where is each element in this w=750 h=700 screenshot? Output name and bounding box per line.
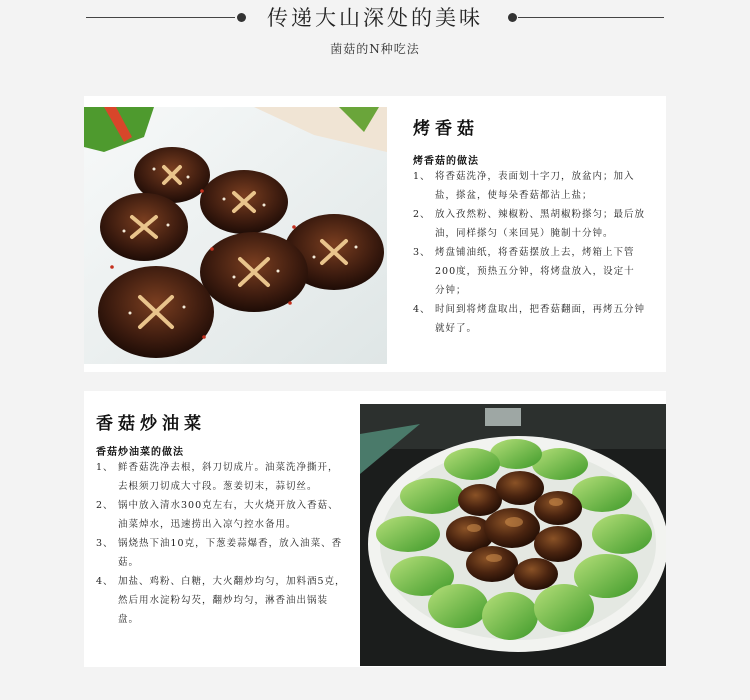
recipe-2-steps bbox=[96, 458, 348, 629]
step-number: 1、 bbox=[413, 171, 431, 182]
step-text: 放入孜然粉、辣椒粉、黑胡椒粉搽匀；最后放油，同样搽匀（来回晃）腌制十分钟。 bbox=[435, 209, 646, 239]
step-text: 锅中放入清水300克左右，大火烧开放入香菇、油菜焯水，迅速捞出入凉勺控水备用。 bbox=[118, 500, 339, 530]
mushroom-greens-photo bbox=[360, 404, 666, 666]
step-text: 烤盘铺油纸，将香菇摆放上去，烤箱上下管200度，预热五分钟，将烤盘放入，设定十分钟； bbox=[435, 247, 635, 296]
step-text: 时间到将烤盘取出，把香菇翻面，再烤五分钟就好了。 bbox=[435, 304, 646, 334]
page-title: 传递大山深处的美味 bbox=[267, 6, 483, 30]
recipe-1-steps bbox=[413, 167, 645, 338]
list-item bbox=[96, 572, 348, 629]
step-number: 3、 bbox=[413, 247, 431, 258]
list-item bbox=[413, 243, 645, 300]
recipe-2-title: 香菇炒油菜 bbox=[96, 414, 206, 434]
step-text: 加盐、鸡粉、白糖，大火翻炒均匀，加料酒5克，然后用水淀粉勾芡，翻炒均匀，淋香油出锅装盘。 bbox=[118, 576, 346, 625]
list-item bbox=[413, 300, 645, 338]
recipe-1-title: 烤香菇 bbox=[413, 119, 479, 139]
step-number: 2、 bbox=[413, 209, 431, 220]
recipe-card-mushroom-greens bbox=[84, 391, 666, 667]
list-item bbox=[96, 458, 348, 496]
step-number: 3、 bbox=[96, 538, 114, 549]
list-item bbox=[96, 534, 348, 572]
step-text: 将香菇洗净，表面划十字刀，放盆内；加入盐，搽盆，使每朵香菇都沾上盐； bbox=[435, 171, 635, 201]
step-number: 4、 bbox=[96, 576, 114, 587]
step-number: 4、 bbox=[413, 304, 431, 315]
list-item bbox=[413, 205, 645, 243]
recipe-1-method-title: 烤香菇的做法 bbox=[413, 156, 479, 167]
step-text: 锅烧热下油10克，下葱姜蒜爆香，放入油菜、香菇。 bbox=[118, 538, 343, 568]
step-text: 鲜香菇洗净去根，斜刀切成片。油菜洗净撕开，去根须刀切成大寸段。葱姜切末，蒜切丝。 bbox=[118, 462, 339, 492]
roasted-mushroom-photo bbox=[84, 107, 387, 364]
list-item bbox=[413, 167, 645, 205]
list-item bbox=[96, 496, 348, 534]
page-subtitle: 菌菇的N种吃法 bbox=[330, 42, 420, 56]
recipe-card-roasted-mushroom bbox=[84, 96, 666, 372]
recipe-2-method-title: 香菇炒油菜的做法 bbox=[96, 447, 184, 458]
step-number: 1、 bbox=[96, 462, 114, 473]
step-number: 2、 bbox=[96, 500, 114, 511]
